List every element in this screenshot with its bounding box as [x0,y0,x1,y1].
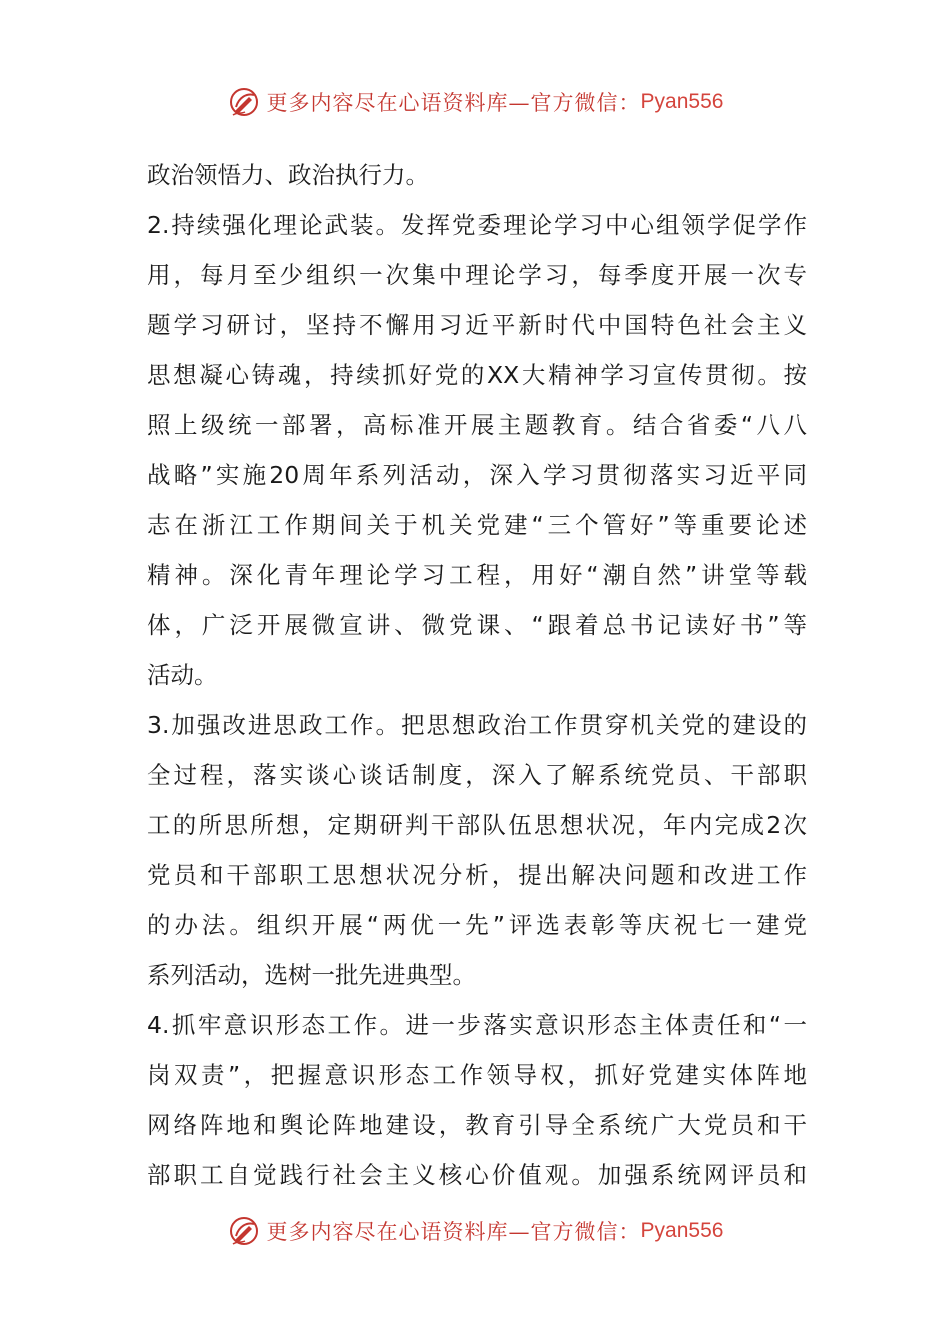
pen-swirl-logo-icon [227,85,261,119]
text-line: 活动。 [147,661,218,689]
wechat-id: Pyan556 [640,1219,724,1242]
text-line: 精神。深化青年理论学习工程，用好“潮自然”讲堂等载 [147,561,807,589]
text-line: 党员和干部职工思想状况分析，提出解决问题和改进工作 [147,861,807,889]
text-line: 全过程，落实谈心谈话制度，深入了解系统党员、干部职 [147,761,807,789]
text-line: 工的所思所想，定期研判干部队伍思想状况，年内完成2次 [147,811,807,839]
text-line: 系列活动，选树一批先进典型。 [147,961,476,989]
text-line: 用，每月至少组织一次集中理论学习，每季度开展一次专 [147,261,807,289]
wechat-id: Pyan556 [640,90,724,113]
text-line: 2.持续强化理论武装。发挥党委理论学习中心组领学促学作 [147,211,807,239]
text-line: 的办法。组织开展“两优一先”评选表彰等庆祝七一建党 [147,911,807,939]
text-line: 照上级统一部署，高标准开展主题教育。结合省委“八八 [147,411,807,439]
banner-text: 更多内容尽在心语资料库—官方微信： [266,1220,641,1244]
header-banner [0,82,950,122]
text-line: 体，广泛开展微宣讲、微党课、“跟着总书记读好书”等 [147,611,807,639]
banner-text: 更多内容尽在心语资料库—官方微信： [266,91,641,115]
pen-swirl-logo-icon [227,1214,261,1248]
text-line: 战略”实施20周年系列活动，深入学习贯彻落实习近平同 [147,461,807,489]
text-line: 岗双责”，把握意识形态工作领导权，抓好党建实体阵地 [147,1061,807,1089]
document-body [147,150,807,1200]
text-line: 3.加强改进思政工作。把思想政治工作贯穿机关党的建设的 [147,711,807,739]
text-line: 4.抓牢意识形态工作。进一步落实意识形态主体责任和“一 [147,1011,807,1039]
text-line: 政治领悟力、政治执行力。 [147,161,429,189]
text-line: 网络阵地和舆论阵地建设，教育引导全系统广大党员和干 [147,1111,807,1139]
footer-banner [0,1211,950,1251]
text-line: 部职工自觉践行社会主义核心价值观。加强系统网评员和 [147,1161,807,1189]
text-line: 题学习研讨，坚持不懈用习近平新时代中国特色社会主义 [147,311,807,339]
text-line: 思想凝心铸魂，持续抓好党的XX大精神学习宣传贯彻。按 [147,361,807,389]
text-line: 志在浙江工作期间关于机关党建“三个管好”等重要论述 [147,511,807,539]
